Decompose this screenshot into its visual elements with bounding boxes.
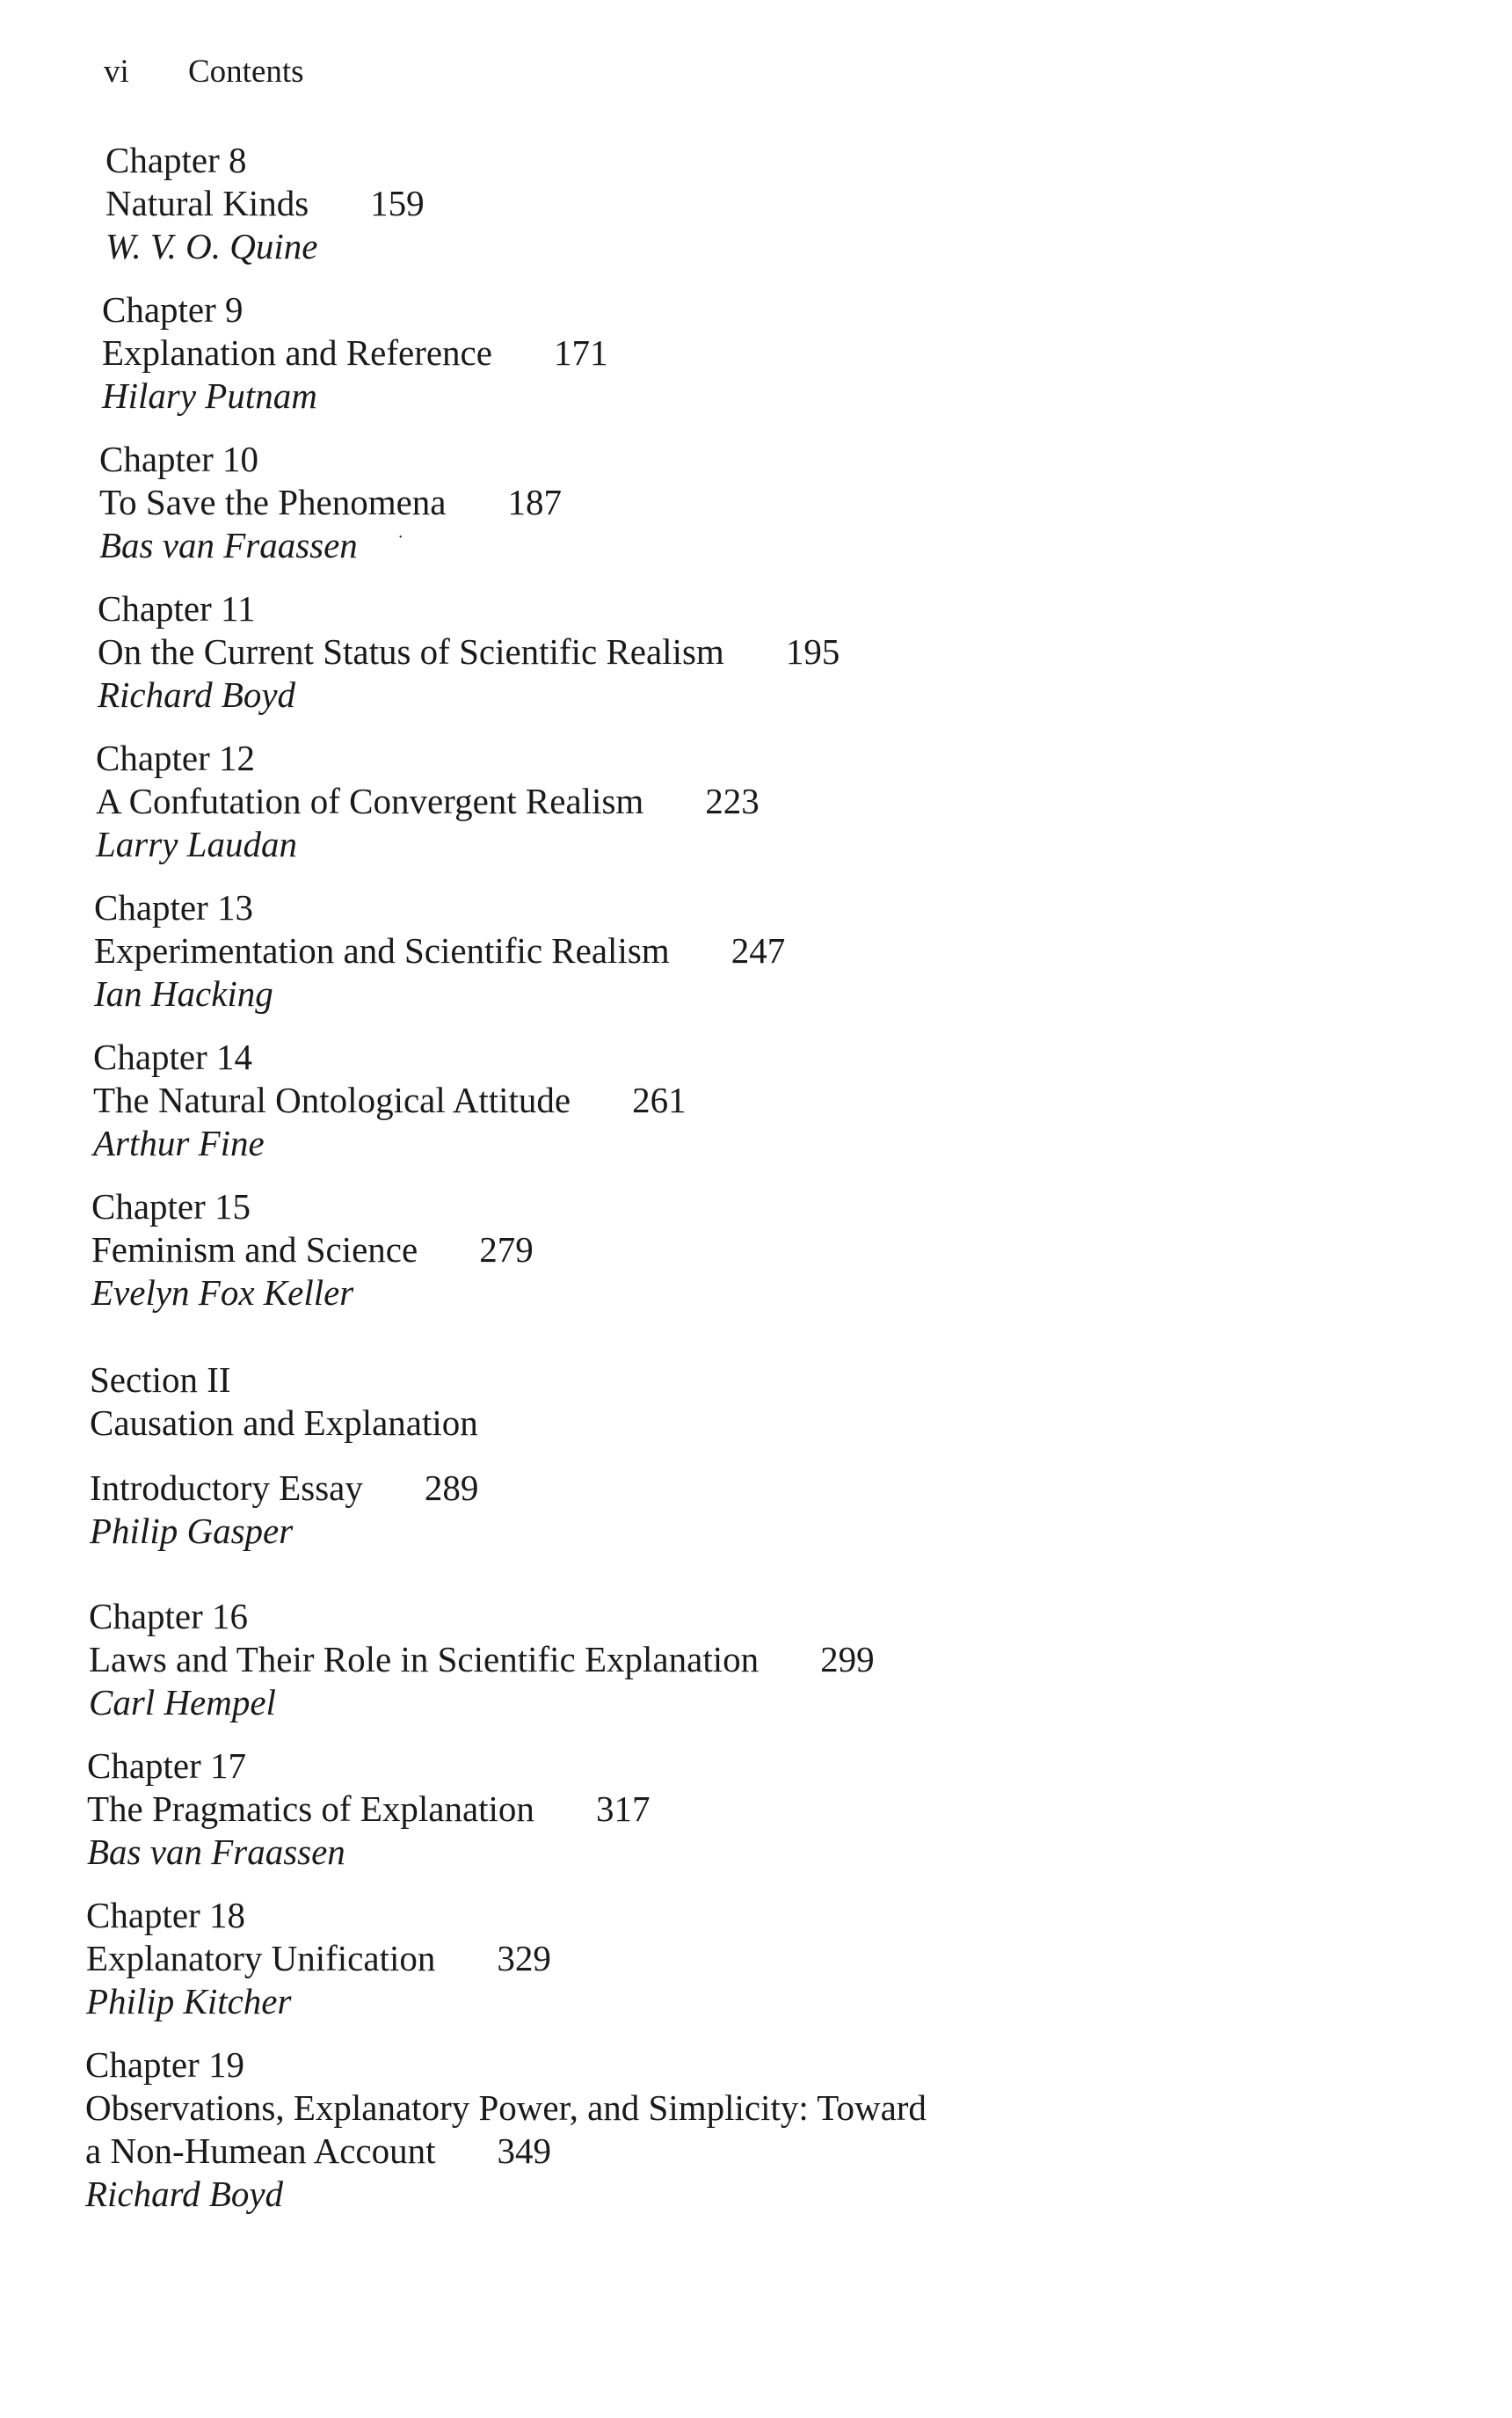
chapter-label: Chapter 13 [94, 887, 254, 928]
chapter-title: Laws and Their Role in Scientific Explanation [89, 1639, 760, 1679]
chapter-label: Chapter 10 [99, 439, 259, 479]
chapter-author: Larry Laudan [96, 824, 297, 864]
section-title: Causation and Explanation [90, 1402, 478, 1443]
toc-entry-chapter-17 [87, 1744, 650, 1874]
chapter-author: Bas van Fraassen [87, 1832, 345, 1872]
toc-entry-chapter-11 [98, 587, 840, 717]
chapter-page-number: 261 [632, 1080, 687, 1120]
chapter-title: Feminism and Science [91, 1229, 418, 1270]
toc-entry-chapter-12 [96, 737, 760, 866]
toc-entry-chapter-13 [94, 886, 785, 1016]
chapter-author: W. V. O. Quine [105, 226, 318, 266]
chapter-title: The Natural Ontological Attitude [93, 1080, 571, 1120]
chapter-author: Ian Hacking [94, 973, 273, 1014]
running-head [104, 53, 304, 91]
chapter-title: A Confutation of Convergent Realism [96, 781, 644, 821]
toc-entry-chapter-8 [105, 139, 425, 268]
chapter-author: Hilary Putnam [102, 375, 317, 416]
chapter-page-number: 299 [820, 1639, 875, 1679]
chapter-label: Chapter 8 [105, 140, 247, 180]
chapter-label: Chapter 19 [85, 2044, 245, 2085]
chapter-label: Chapter 12 [96, 738, 256, 778]
chapter-author: Bas van Fraassen [99, 525, 358, 565]
stray-dot-mark: · [397, 528, 403, 547]
chapter-title: To Save the Phenomena [99, 482, 447, 522]
toc-entry-chapter-19 [85, 2043, 927, 2216]
intro-title: Introductory Essay [90, 1468, 363, 1508]
chapter-page-number: 171 [553, 332, 608, 373]
chapter-page-number: 329 [497, 1938, 551, 1978]
chapter-label: Chapter 9 [102, 289, 244, 330]
chapter-title: The Pragmatics of Explanation [87, 1788, 534, 1829]
chapter-title: Explanatory Unification [86, 1938, 436, 1978]
chapter-label: Chapter 14 [93, 1037, 253, 1077]
running-head-title: Contents [188, 54, 304, 90]
chapter-label: Chapter 11 [98, 588, 256, 629]
chapter-title-line-2: a Non-Humean Account [85, 2130, 436, 2171]
chapter-page-number: 317 [595, 1788, 651, 1829]
chapter-page-number: 279 [479, 1229, 534, 1270]
chapter-page-number: 223 [705, 781, 760, 821]
chapter-author: Carl Hempel [89, 1682, 276, 1722]
chapter-label: Chapter 17 [87, 1745, 247, 1786]
chapter-label: Chapter 18 [86, 1895, 246, 1935]
chapter-title: Explanation and Reference [102, 332, 492, 373]
toc-entry-chapter-15 [91, 1185, 534, 1315]
chapter-page-number: 349 [497, 2130, 551, 2171]
toc-entry-chapter-14 [93, 1036, 687, 1165]
chapter-author: Richard Boyd [98, 674, 296, 715]
chapter-page-number: 247 [731, 930, 786, 971]
chapter-page-number: 159 [370, 183, 425, 223]
chapter-title-line-1: Observations, Explanatory Power, and Simplicity: Toward [85, 2087, 927, 2128]
toc-entry-chapter-16 [89, 1595, 875, 1724]
toc-entry-chapter-10 [99, 438, 562, 567]
intro-page-number: 289 [424, 1468, 479, 1508]
intro-author: Philip Gasper [90, 1511, 294, 1551]
chapter-page-number: 187 [507, 482, 563, 522]
chapter-author: Philip Kitcher [86, 1981, 292, 2021]
toc-entry-chapter-18 [86, 1894, 551, 2023]
toc-entry-introductory-essay [90, 1467, 478, 1553]
running-head-page-number: vi [104, 54, 129, 90]
chapter-page-number: 195 [785, 631, 840, 672]
chapter-author: Evelyn Fox Keller [91, 1272, 354, 1313]
chapter-author: Richard Boyd [85, 2174, 284, 2214]
chapter-title: Experimentation and Scientific Realism [94, 930, 670, 971]
chapter-label: Chapter 15 [91, 1186, 251, 1227]
chapter-author: Arthur Fine [93, 1123, 265, 1163]
chapter-label: Chapter 16 [89, 1596, 249, 1636]
chapter-title: On the Current Status of Scientific Realism [98, 631, 724, 672]
section-label: Section II [90, 1359, 231, 1400]
toc-entry-chapter-9 [102, 288, 607, 418]
chapter-title: Natural Kinds [105, 183, 309, 223]
section-heading [90, 1358, 478, 1445]
